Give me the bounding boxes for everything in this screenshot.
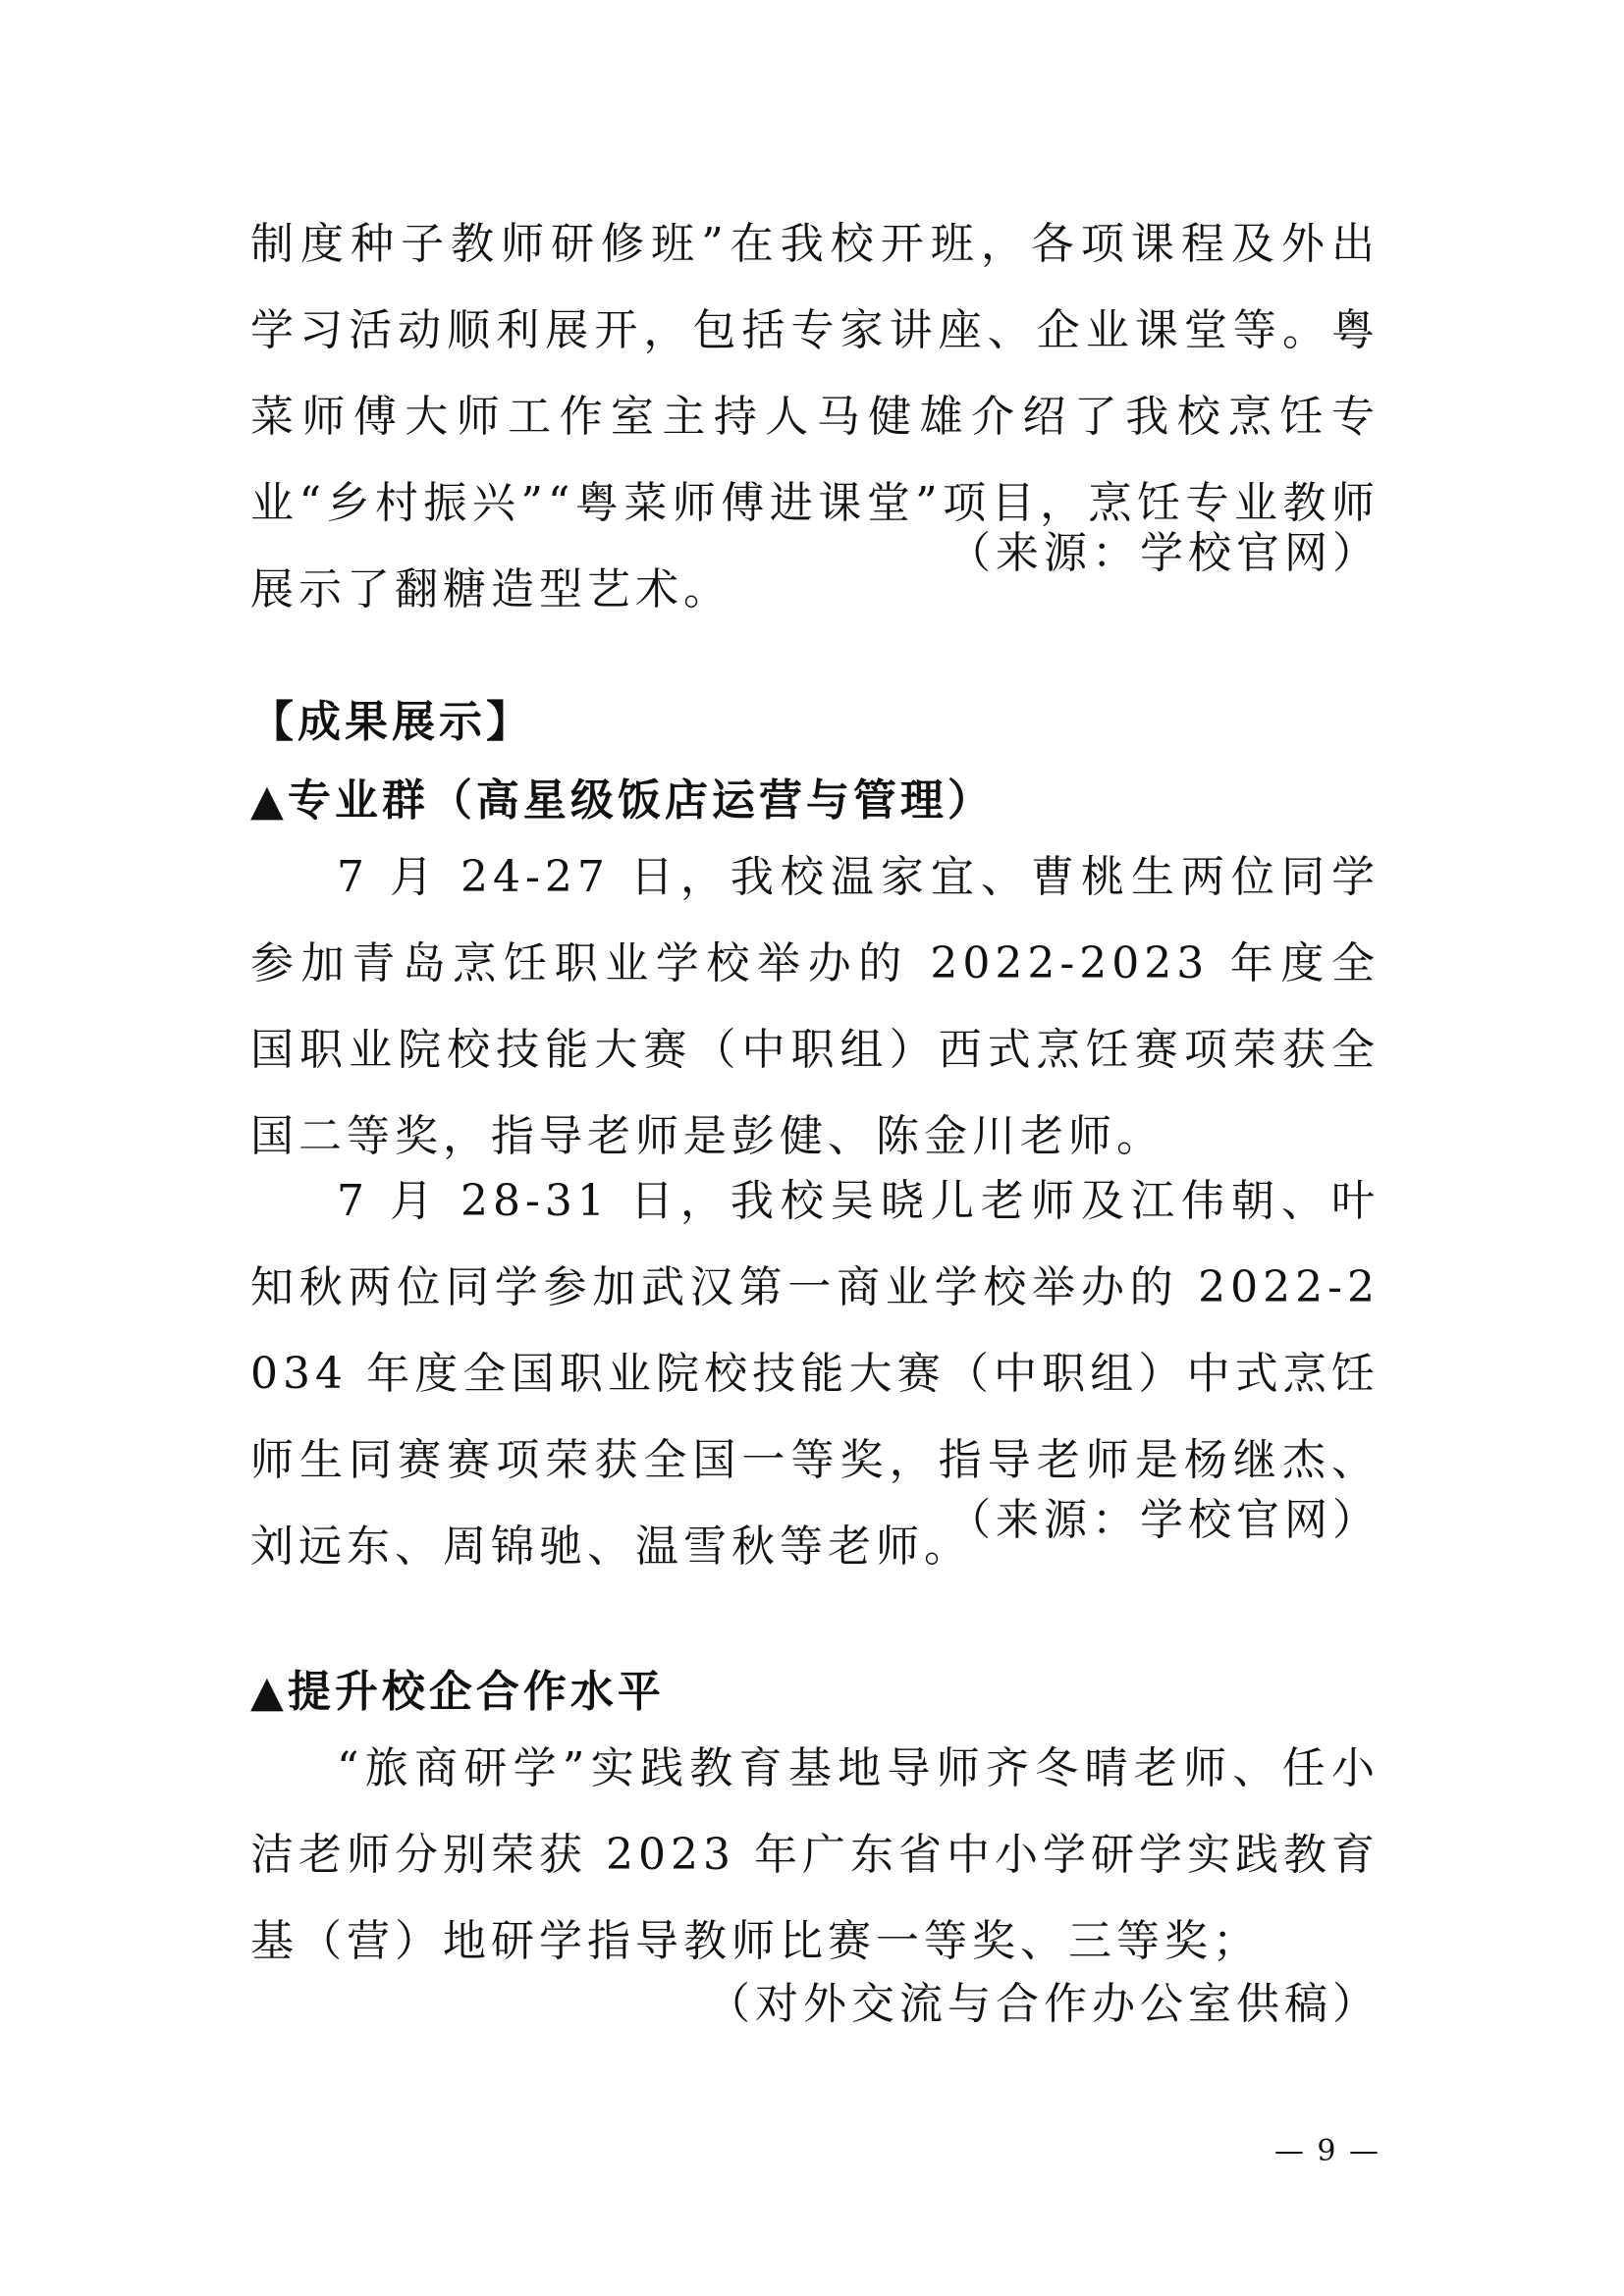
cooperation-source: （对外交流与合作办公室供稿）	[707, 1979, 1380, 2029]
intro-source: （来源：学校官网）	[947, 528, 1380, 578]
page-number: — 9 —	[1273, 2134, 1380, 2168]
cooperation-heading: ▲提升校企合作水平	[250, 1667, 665, 1717]
group-paragraph-1-block	[250, 834, 1380, 1180]
group-heading: ▲专业群（高星级饭店运营与管理）	[250, 775, 995, 826]
cooperation-paragraph-block	[250, 1726, 1380, 1985]
intro-paragraph: 制度种子教师研修班”在我校开班，各项课程及外出学习活动顺利展开，包括专家讲座、企业课堂等。粤菜师傅大师工作室主持人马健雄介绍了我校烹饪专业“乡村振兴”“粤菜师傅进课堂”项目，烹饪专业教师展示了翻糖造型艺术。	[250, 219, 1380, 614]
achievements-heading: 【成果展示】	[250, 697, 533, 747]
group-paragraph-2: 7 月 28-31 日，我校吴晓儿老师及江伟朝、叶知秋两位同学参加武汉第一商业学校举办的 2022-2034 年度全国职业院校技能大赛（中职组）中式烹饪师生同赛赛项荣获全国一等奖，指导老师是杨继杰、刘远东、周锦驰、温雪秋等老师。	[250, 1176, 1380, 1572]
cooperation-paragraph: “旅商研学”实践教育基地导师齐冬晴老师、任小洁老师分别荣获 2023 年广东省中小学研学实践教育基（营）地研学指导教师比赛一等奖、三等奖；	[250, 1743, 1380, 1966]
group-source: （来源：学校官网）	[947, 1495, 1380, 1545]
group-paragraph-1: 7 月 24-27 日，我校温家宜、曹桃生两位同学参加青岛烹饪职业学校举办的 2022-2023 年度全国职业院校技能大赛（中职组）西式烹饪赛项荣获全国二等奖，指导老师是彭健、陈金川老师。	[250, 852, 1380, 1161]
